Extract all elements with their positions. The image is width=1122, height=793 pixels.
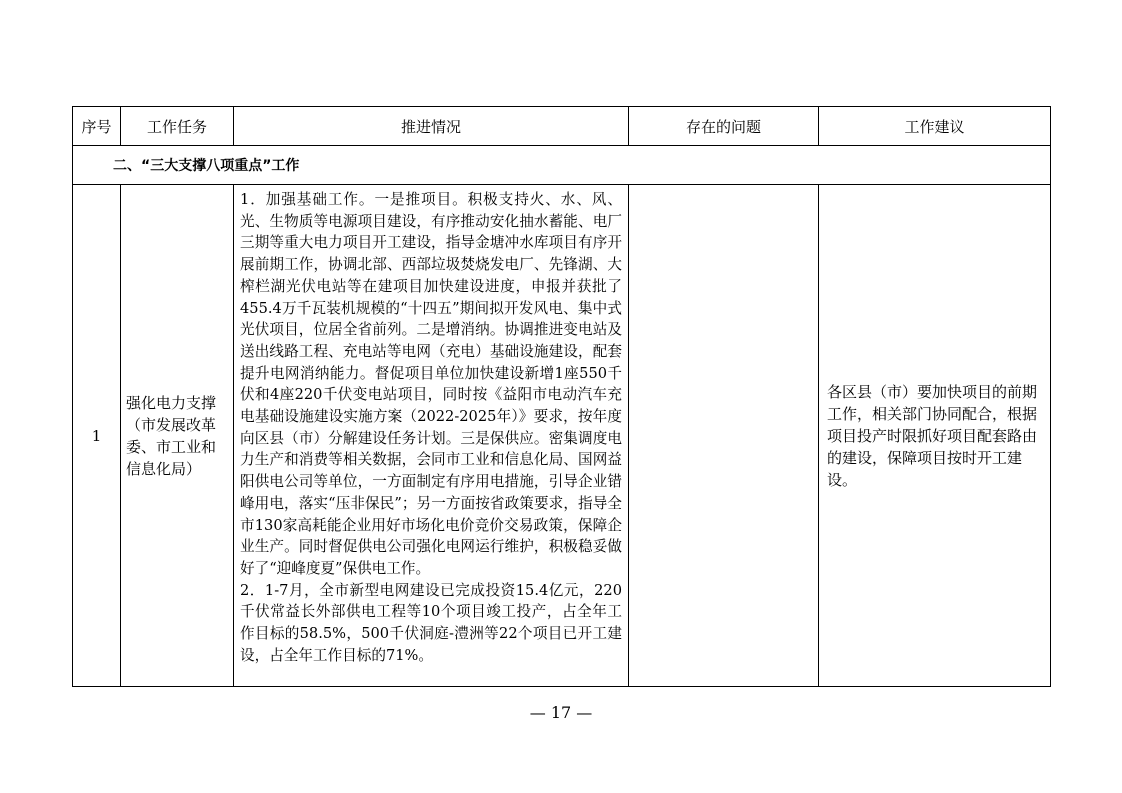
table-row	[73, 185, 1051, 687]
table-header-row	[73, 107, 1051, 146]
section-row	[73, 146, 1051, 185]
header-suggestions: 工作建议	[819, 107, 1051, 146]
header-issues: 存在的问题	[629, 107, 819, 146]
row-serial: 1	[73, 185, 121, 687]
progress-paragraph-2: 2．1-7月，全市新型电网建设已完成投资15.4亿元，220千伏常益长外部供电工程等10个项目竣工投产，占全年工作目标的58.5%，500千伏洞庭-澧洲等22个项目已开工建设，占全年工作目标的71%。	[240, 581, 622, 664]
row-progress	[234, 185, 629, 687]
progress-paragraph-1: 1．加强基础工作。一是推项目。积极支持火、水、风、光、生物质等电源项目建设，有序推动安化抽水蓄能、电厂三期等重大电力项目开工建设，指导金塘冲水库项目有序开展前期工作，协调北部、西部垃圾焚烧发电厂、先锋湖、大榨栏湖光伏电站等在建项目加快建设进度，申报并获批了455.4万千瓦装机规模的“十四五”期间拟开发风电、集中式光伏项目，位居全省前列。二是增消纳。协调推进变电站及送出线路工程、充电站等电网（充电）基础设施建设，配套提升电网消纳能力。督促项目单位加快建设新增1座550千伏和4座220千伏变电站项目，同时按《益阳市电动汽车充电基础设施建设实施方案（2022-2025年）》要求，按年度向区县（市）分解建设任务计划。三是保供应。密集调度电力生产和消费等相关数据，会同市工业和信息化局、国网益阳供电公司等单位，一方面制定有序用电措施，引导企业错峰用电，落实“压非保民”；另一方面按省政策要求，指导全市130家高耗能企业用好市场化电价竞价交易政策，保障企业生产。同时督促供电公司强化电网运行维护，积极稳妥做好了“迎峰度夏”保供电工作。	[240, 191, 622, 577]
row-task: 强化电力支撑（市发展改革委、市工业和信息化局）	[121, 185, 234, 687]
row-suggestion: 各区县（市）要加快项目的前期工作，相关部门协同配合，根据项目投产时限抓好项目配套路由的建设，保障项目按时开工建设。	[819, 185, 1051, 687]
work-progress-table	[72, 106, 1051, 687]
row-issues	[629, 185, 819, 687]
header-task: 工作任务	[121, 107, 234, 146]
header-progress: 推进情况	[234, 107, 629, 146]
page-number: — 17 —	[529, 703, 593, 722]
header-serial: 序号	[73, 107, 121, 146]
section-title: 二、“三大支撑八项重点”工作	[73, 146, 1051, 185]
